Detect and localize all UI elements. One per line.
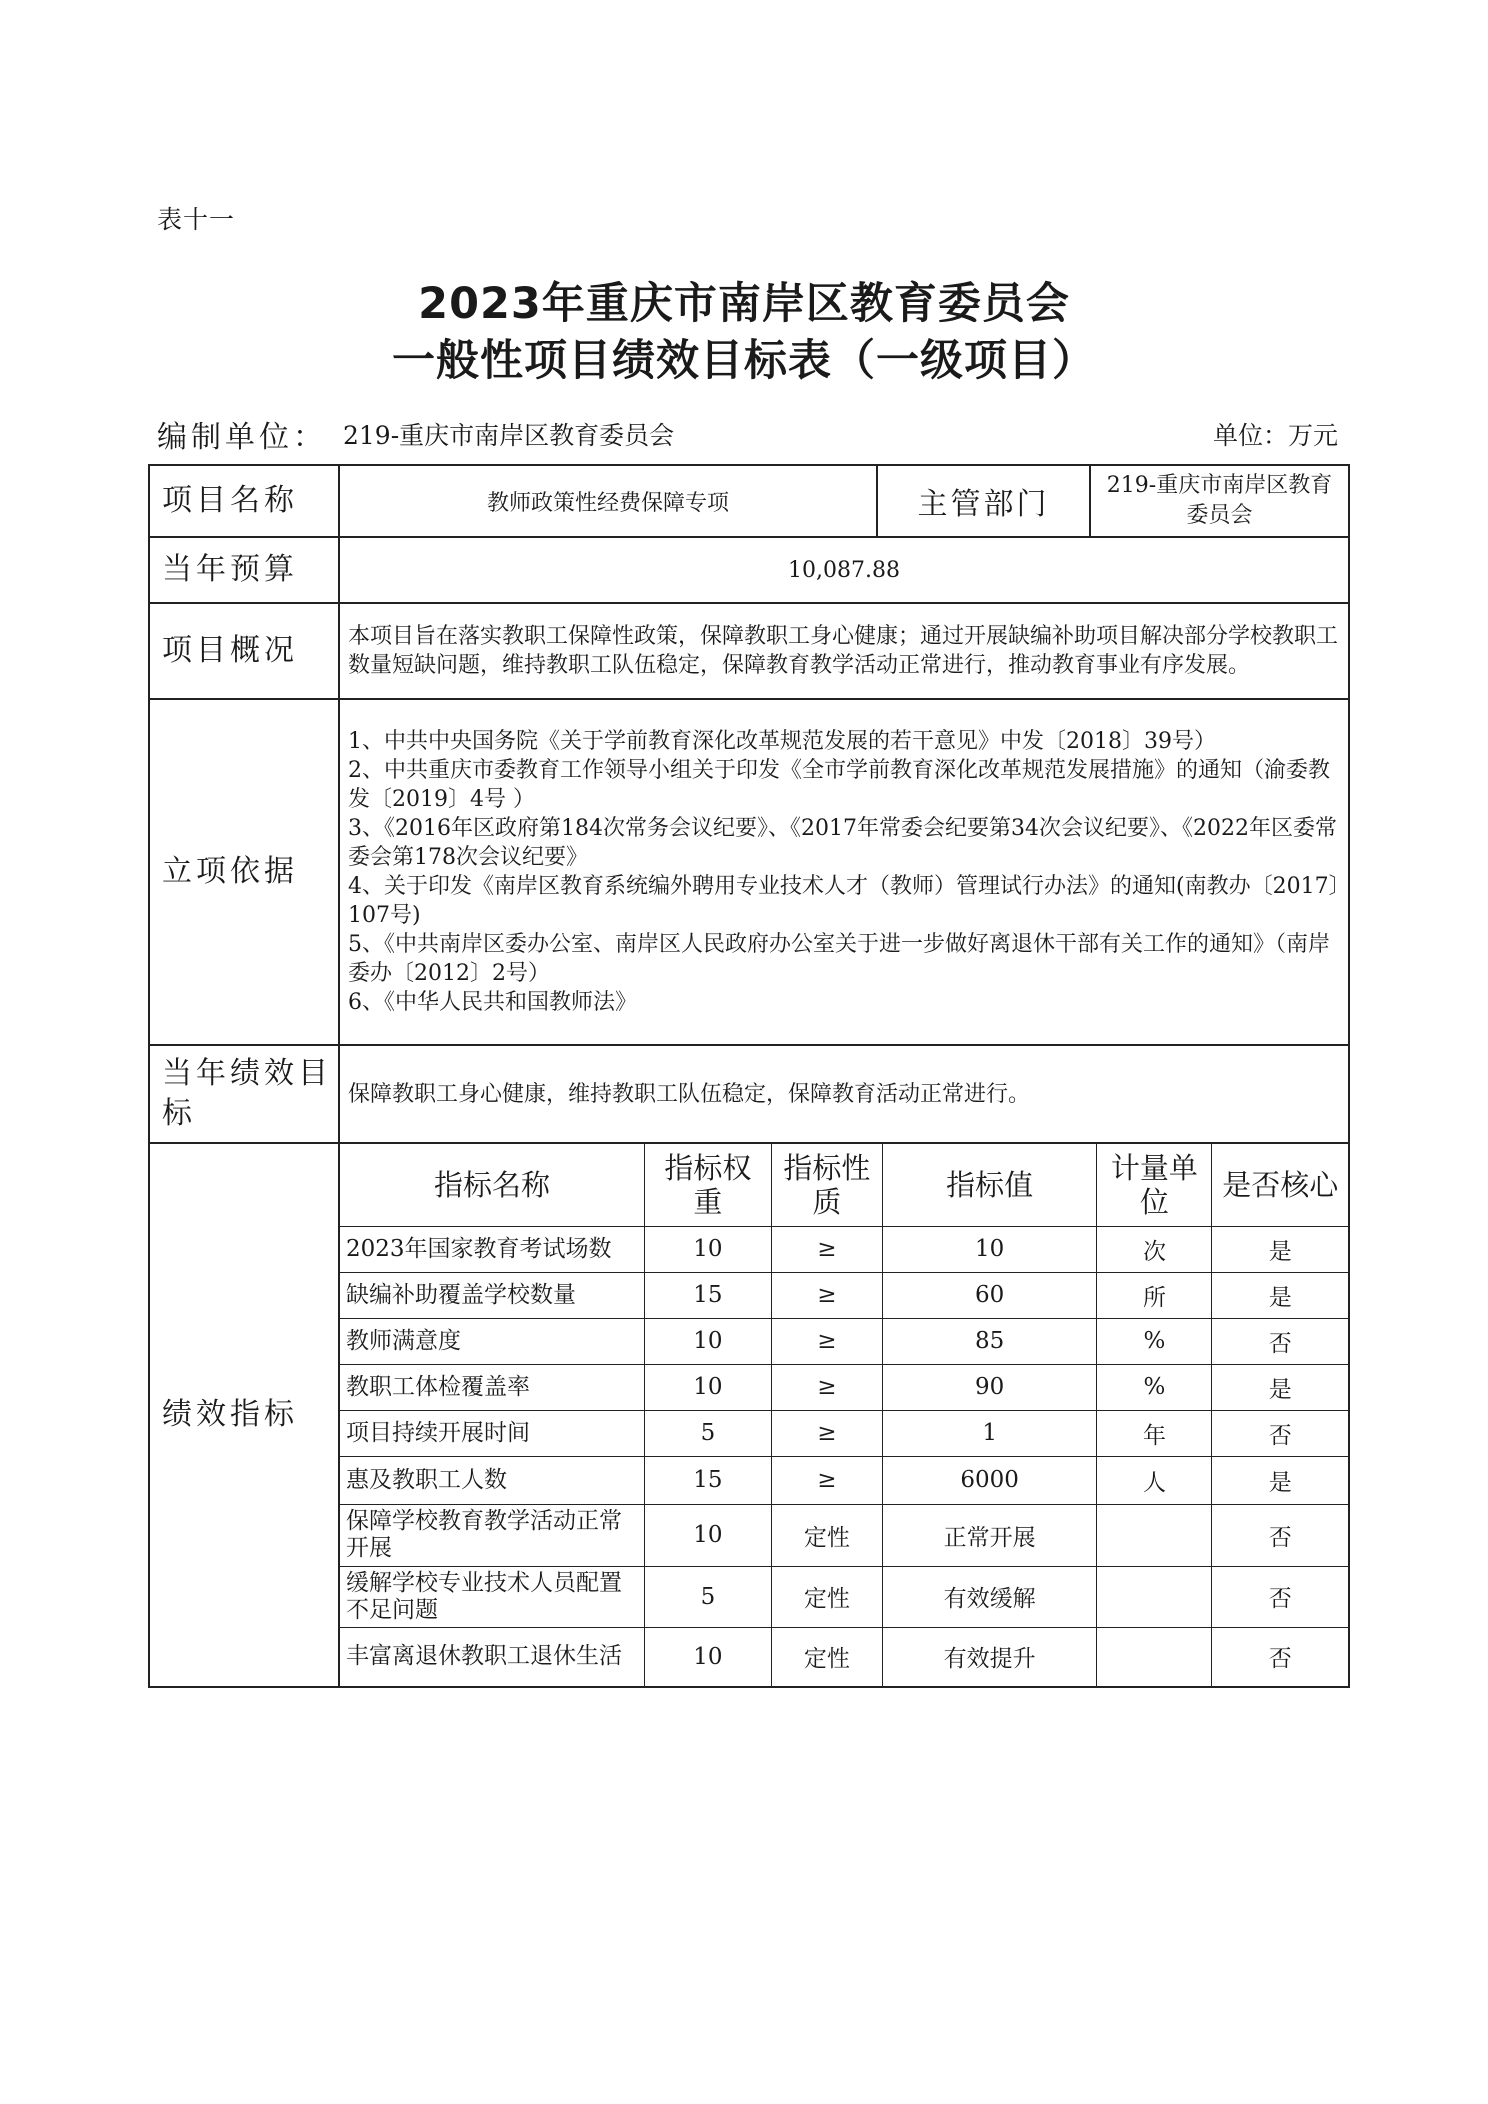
indicators-label: 绩效指标: [149, 1143, 339, 1687]
indicator-core: 否: [1212, 1318, 1348, 1364]
header-core: 是否核心: [1212, 1144, 1348, 1226]
indicator-name: 缓解学校专业技术人员配置不足问题: [340, 1566, 644, 1627]
indicator-name: 保障学校教育教学活动正常开展: [340, 1504, 644, 1566]
indicator-row: [340, 1627, 1348, 1686]
performance-table: [148, 464, 1350, 1688]
indicator-nature: ≥: [771, 1456, 882, 1504]
indicator-core: 是: [1212, 1272, 1348, 1318]
indicator-core: 否: [1212, 1504, 1348, 1566]
indicator-value: 有效缓解: [882, 1566, 1097, 1627]
indicator-nature: ≥: [771, 1318, 882, 1364]
indicator-nature: 定性: [771, 1566, 882, 1627]
indicator-name: 2023年国家教育考试场数: [340, 1226, 644, 1272]
overview-text: 本项目旨在落实教职工保障性政策，保障教职工身心健康；通过开展缺编补助项目解决部分学校教职工数量短缺问题，维持教职工队伍稳定，保障教育教学活动正常进行，推动教育事业有序发展。: [339, 603, 1349, 699]
indicator-nature: ≥: [771, 1226, 882, 1272]
page-title: 2023年重庆市南岸区教育委员会: [418, 279, 1070, 329]
basis-item: 6、《中华人民共和国教师法》: [348, 990, 637, 1015]
indicator-nature: 定性: [771, 1504, 882, 1566]
indicator-weight: 15: [644, 1272, 771, 1318]
overview-label: 项目概况: [149, 603, 339, 699]
header-weight: 指标权重: [644, 1144, 771, 1226]
indicator-unit: %: [1097, 1318, 1212, 1364]
table-number: 表十一: [157, 205, 236, 234]
indicator-core: 是: [1212, 1456, 1348, 1504]
indicator-weight: 10: [644, 1627, 771, 1686]
project-name-label: 项目名称: [149, 465, 339, 537]
budget-value: 10,087.88: [339, 537, 1349, 603]
indicator-row: [340, 1318, 1348, 1364]
page-subtitle: 一般性项目绩效目标表（一级项目）: [392, 336, 1096, 386]
basis-list: [339, 699, 1349, 1045]
indicator-value: 6000: [882, 1456, 1097, 1504]
annual-goal-text: 保障教职工身心健康，维持教职工队伍稳定，保障教育活动正常进行。: [339, 1045, 1349, 1143]
indicator-name: 教师满意度: [340, 1318, 644, 1364]
indicator-unit: 年: [1097, 1410, 1212, 1456]
header-unit: 计量单位: [1097, 1144, 1212, 1226]
department-label: 主管部门: [877, 465, 1090, 537]
budget-label: 当年预算: [149, 537, 339, 603]
indicator-row: [340, 1410, 1348, 1456]
basis-item: 4、关于印发《南岸区教育系统编外聘用专业技术人才（教师）管理试行办法》的通知(南教办〔2017〕107号): [348, 874, 1340, 928]
indicator-core: 是: [1212, 1226, 1348, 1272]
indicator-unit: 次: [1097, 1226, 1212, 1272]
indicator-core: 否: [1212, 1627, 1348, 1686]
header-indicator-name: 指标名称: [340, 1144, 644, 1226]
annual-goal-label: 当年绩效目标: [149, 1045, 339, 1143]
indicator-value: 60: [882, 1272, 1097, 1318]
indicator-weight: 10: [644, 1364, 771, 1410]
indicator-weight: 10: [644, 1226, 771, 1272]
indicator-row: [340, 1226, 1348, 1272]
indicator-name: 惠及教职工人数: [340, 1456, 644, 1504]
indicator-row: [340, 1566, 1348, 1627]
indicator-name: 缺编补助覆盖学校数量: [340, 1272, 644, 1318]
indicator-value: 10: [882, 1226, 1097, 1272]
indicator-name: 丰富离退休教职工退休生活: [340, 1627, 644, 1686]
basis-item: 5、《中共南岸区委办公室、南岸区人民政府办公室关于进一步做好离退休干部有关工作的通知》（南岸委办〔2012〕2号）: [348, 932, 1331, 986]
indicator-nature: ≥: [771, 1272, 882, 1318]
basis-item: 2、中共重庆市委教育工作领导小组关于印发《全市学前教育深化改革规范发展措施》的通知（渝委教发〔2019〕4号 ）: [348, 758, 1331, 812]
indicator-core: 是: [1212, 1364, 1348, 1410]
indicator-unit: %: [1097, 1364, 1212, 1410]
indicator-value: 1: [882, 1410, 1097, 1456]
compiling-unit-value: 219-重庆市南岸区教育委员会: [343, 421, 675, 450]
indicator-unit: 所: [1097, 1272, 1212, 1318]
compiling-unit-label: 编制单位：: [157, 420, 327, 455]
indicator-unit: [1097, 1504, 1212, 1566]
indicator-row: [340, 1504, 1348, 1566]
indicator-value: 90: [882, 1364, 1097, 1410]
indicator-unit: [1097, 1627, 1212, 1686]
indicator-value: 85: [882, 1318, 1097, 1364]
header-nature: 指标性质: [771, 1144, 882, 1226]
indicator-nature: ≥: [771, 1364, 882, 1410]
project-name-value: 教师政策性经费保障专项: [339, 465, 877, 537]
basis-item: 1、中共中央国务院《关于学前教育深化改革规范发展的若干意见》中发〔2018〕39号）: [348, 729, 1216, 754]
indicator-weight: 10: [644, 1504, 771, 1566]
indicator-unit: [1097, 1566, 1212, 1627]
indicator-row: [340, 1364, 1348, 1410]
indicator-weight: 5: [644, 1566, 771, 1627]
indicators-header-row: [340, 1144, 1348, 1226]
indicator-weight: 15: [644, 1456, 771, 1504]
indicator-row: [340, 1456, 1348, 1504]
indicator-core: 否: [1212, 1410, 1348, 1456]
currency-unit: 单位：万元: [1212, 421, 1338, 450]
department-value: 219-重庆市南岸区教育委员会: [1090, 465, 1349, 537]
indicator-value: 有效提升: [882, 1627, 1097, 1686]
indicator-core: 否: [1212, 1566, 1348, 1627]
indicator-name: 项目持续开展时间: [340, 1410, 644, 1456]
basis-item: 3、《2016年区政府第184次常务会议纪要》、《2017年常委会纪要第34次会议纪要》、《2022年区委常委会第178次会议纪要》: [348, 816, 1337, 870]
indicator-weight: 10: [644, 1318, 771, 1364]
indicator-nature: ≥: [771, 1410, 882, 1456]
basis-label: 立项依据: [149, 699, 339, 1045]
indicator-nature: 定性: [771, 1627, 882, 1686]
header-value: 指标值: [882, 1144, 1097, 1226]
indicator-weight: 5: [644, 1410, 771, 1456]
indicator-row: [340, 1272, 1348, 1318]
indicator-unit: 人: [1097, 1456, 1212, 1504]
indicator-name: 教职工体检覆盖率: [340, 1364, 644, 1410]
indicator-value: 正常开展: [882, 1504, 1097, 1566]
indicators-table: [340, 1144, 1348, 1686]
